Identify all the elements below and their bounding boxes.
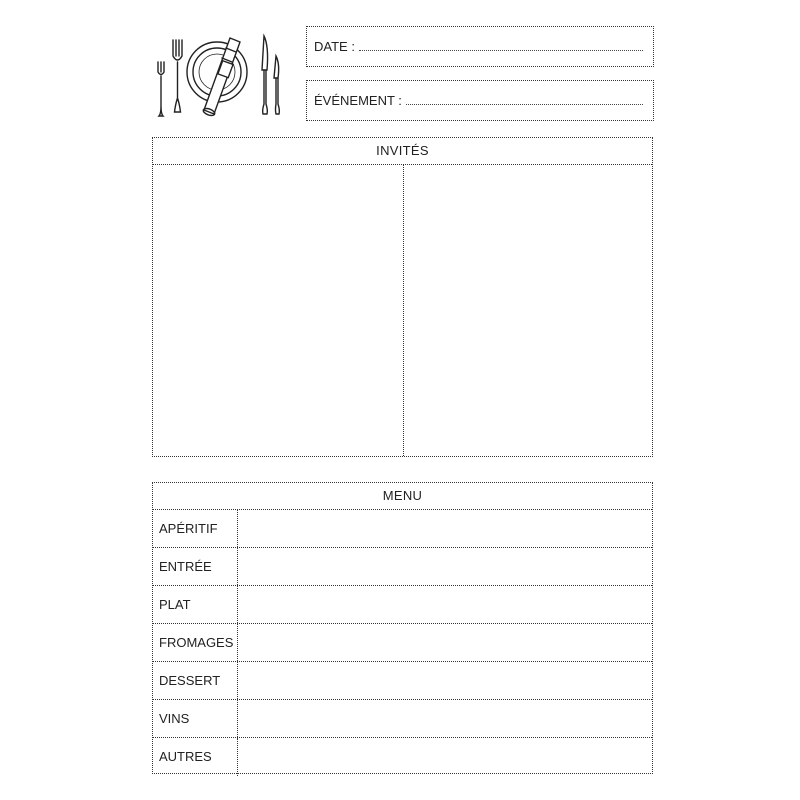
menu-row-vins <box>153 700 652 738</box>
menu-row-entry[interactable] <box>238 738 652 776</box>
menu-table <box>152 482 653 774</box>
event-label: ÉVÉNEMENT : <box>314 93 402 108</box>
menu-title: MENU <box>153 483 652 510</box>
menu-row-entry[interactable] <box>238 548 652 585</box>
menu-row-entree <box>153 548 652 586</box>
menu-row-entry[interactable] <box>238 510 652 547</box>
guests-table <box>152 137 653 457</box>
menu-row-label: DESSERT <box>153 662 238 699</box>
guests-column-divider <box>403 164 404 456</box>
menu-row-label: AUTRES <box>153 738 238 776</box>
table-setting-icon <box>152 30 282 122</box>
date-fill-line <box>359 50 643 51</box>
guests-title: INVITÉS <box>153 138 652 165</box>
date-label: DATE : <box>314 39 355 54</box>
menu-row-label: PLAT <box>153 586 238 623</box>
menu-row-label: APÉRITIF <box>153 510 238 547</box>
menu-row-fromages <box>153 624 652 662</box>
event-fill-line <box>406 104 643 105</box>
menu-row-label: VINS <box>153 700 238 737</box>
menu-row-entry[interactable] <box>238 662 652 699</box>
menu-row-label: ENTRÉE <box>153 548 238 585</box>
menu-row-entry[interactable] <box>238 700 652 737</box>
menu-row-autres <box>153 738 652 776</box>
event-field[interactable] <box>306 80 654 121</box>
menu-row-plat <box>153 586 652 624</box>
menu-row-dessert <box>153 662 652 700</box>
menu-row-aperitif <box>153 510 652 548</box>
menu-row-label: FROMAGES <box>153 624 238 661</box>
menu-row-entry[interactable] <box>238 586 652 623</box>
menu-row-entry[interactable] <box>238 624 652 661</box>
date-field[interactable] <box>306 26 654 67</box>
